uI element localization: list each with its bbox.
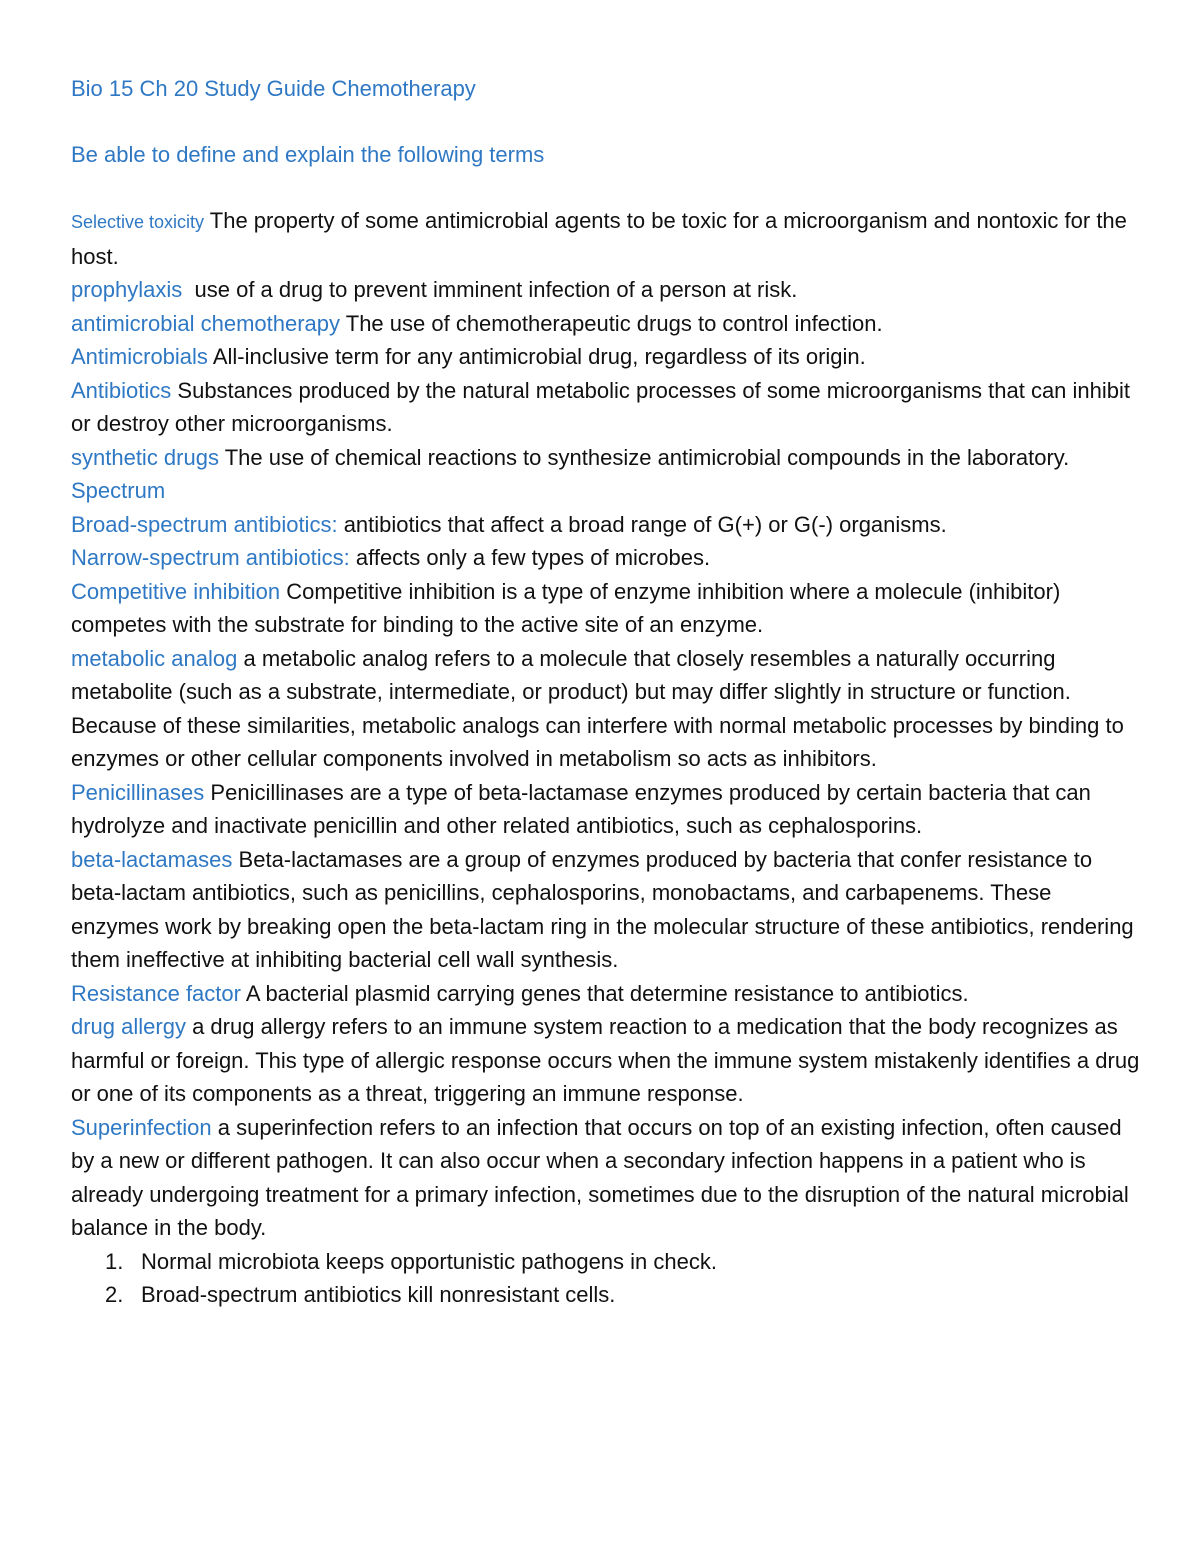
term-definition: Beta-lactamases are a group of enzymes produced by bacteria that confer resistance to beta-lactam antibiotics, such as penicillins, cephalosporins, monobactams, and carbapenems. These enzymes work by breaking open the beta-lactam ring in the molecular structure of these antibiotics, rendering them ineffective at inhibiting bacterial cell wall synthesis. (71, 846, 1134, 972)
document-title: Bio 15 Ch 20 Study Guide Chemotherapy (71, 76, 476, 101)
term-name: antimicrobial chemotherapy (71, 310, 341, 336)
term-definition: use of a drug to prevent imminent infection of a person at risk. (182, 277, 798, 302)
term-definition: A bacterial plasmid carrying genes that determine resistance to antibiotics. (245, 980, 969, 1006)
term-name: Penicillinases (71, 779, 205, 805)
term-entry (71, 843, 1141, 977)
term-entry (71, 273, 1141, 307)
term-entry (71, 1111, 1141, 1245)
term-entry (71, 977, 1141, 1011)
term-name: Resistance factor (71, 980, 241, 1006)
term-name: Selective toxicity (71, 212, 205, 232)
term-entry (71, 474, 1141, 508)
term-name: beta-lactamases (71, 846, 233, 872)
term-name: Antibiotics (71, 377, 172, 403)
term-definition: The use of chemotherapeutic drugs to control infection. (345, 310, 883, 336)
list-text: Normal microbiota keeps opportunistic pathogens in check. (141, 1248, 717, 1274)
numbered-list (71, 1245, 1141, 1312)
term-entry (71, 642, 1141, 776)
term-name: Narrow-spectrum antibiotics: (71, 545, 350, 570)
term-entry (71, 575, 1141, 642)
list-number: 2. (105, 1282, 124, 1307)
term-name: drug allergy (71, 1014, 186, 1039)
term-name: metabolic analog (71, 645, 238, 671)
term-definition: a drug allergy refers to an immune system reaction to a medication that the body recognizes as harmful or foreign. This type of allergic response occurs when the immune system mistakenly identifies a drug or one of its components as a threat, triggering an immune response. (71, 1014, 1140, 1106)
term-entry (71, 776, 1141, 843)
term-entry (71, 508, 1141, 542)
term-name: Antimicrobials (71, 344, 208, 369)
term-name: Competitive inhibition (71, 578, 281, 604)
term-definition: Competitive inhibition is a type of enzyme inhibition where a molecule (inhibitor) competes with the substrate for binding to the active site of an enzyme. (71, 578, 1061, 637)
term-entry (71, 374, 1141, 441)
term-definition: The use of chemical reactions to synthesize antimicrobial compounds in the laboratory. (224, 444, 1070, 470)
term-entry (71, 541, 1141, 575)
term-definition: Penicillinases are a type of beta-lactamase enzymes produced by certain bacteria that can hydrolyze and inactivate penicillin and other related antibiotics, such as cephalosporins. (71, 779, 1091, 838)
document-instruction: Be able to define and explain the following terms (71, 142, 545, 167)
terms-list (71, 204, 1141, 1245)
term-entry (71, 204, 1141, 273)
list-number: 1. (105, 1248, 124, 1274)
term-definition: affects only a few types of microbes. (355, 545, 711, 570)
term-definition: a superinfection refers to an infection that occurs on top of an existing infection, often caused by a new or different pathogen. It can also occur when a secondary infection happens in a patient who is already undergoing treatment for a primary infection, sometimes due to the disruption of the natural microbial balance in the body. (71, 1114, 1129, 1240)
term-entry (71, 307, 1141, 341)
list-text: Broad-spectrum antibiotics kill nonresistant cells. (141, 1282, 616, 1307)
term-name: Spectrum (71, 478, 166, 503)
term-definition: All-inclusive term for any antimicrobial drug, regardless of its origin. (212, 344, 866, 369)
list-item (71, 1245, 1141, 1279)
term-name: Superinfection (71, 1114, 212, 1140)
term-name: synthetic drugs (71, 444, 219, 470)
term-definition: The property of some antimicrobial agents to be toxic for a microorganism and nontoxic for the host. (71, 208, 1127, 269)
term-definition: antibiotics that affect a broad range of G(+) or G(-) organisms. (343, 511, 947, 537)
term-definition: Substances produced by the natural metabolic processes of some microorganisms that can inhibit or destroy other microorganisms. (71, 377, 1131, 436)
term-entry (71, 1010, 1141, 1111)
term-definition: a metabolic analog refers to a molecule that closely resembles a naturally occurring metabolite (such as a substrate, intermediate, or product) but may differ slightly in structure or function. Because of these similarities, metabolic analogs can interfere with normal metabolic processes by binding to enzymes or other cellular components involved in metabolism so acts as inhibitors. (71, 645, 1124, 771)
document-page (71, 72, 1141, 1312)
term-entry (71, 441, 1141, 475)
list-item (71, 1278, 1141, 1312)
term-name: Broad-spectrum antibiotics: (71, 511, 338, 537)
term-entry (71, 340, 1141, 374)
term-name: prophylaxis (71, 277, 183, 302)
